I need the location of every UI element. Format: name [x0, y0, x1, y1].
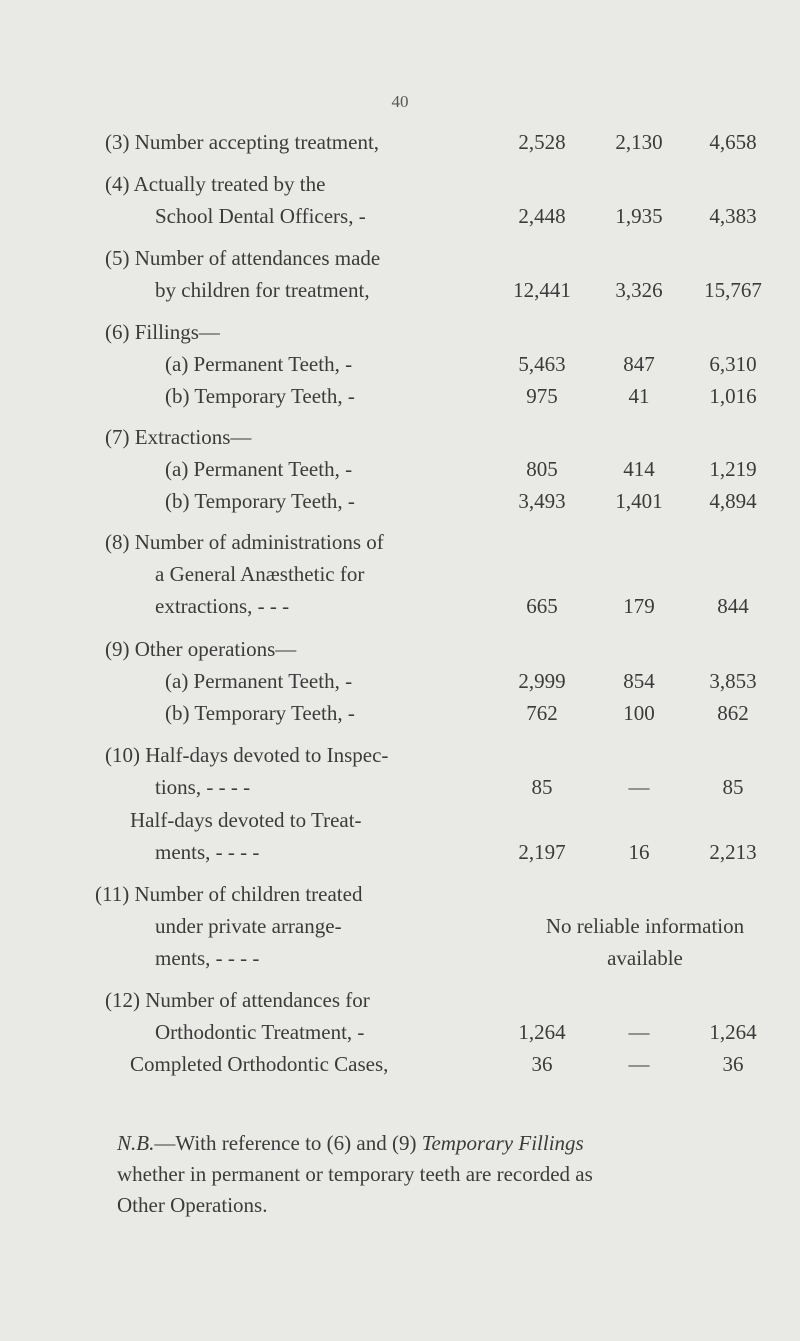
- row-label: (8) Number of administrations of: [105, 530, 384, 554]
- table-row: [0, 983, 800, 1017]
- table-row: [0, 452, 800, 486]
- row-label: (a) Permanent Teeth, -: [165, 352, 353, 376]
- value-school: 2,197: [518, 840, 566, 864]
- table-row: [0, 941, 800, 975]
- value-second: —: [628, 1052, 650, 1076]
- value-school: 975: [526, 384, 558, 408]
- value-second: 854: [623, 669, 655, 693]
- value-school: 2,528: [518, 130, 566, 154]
- footnote-line-1: [117, 1128, 787, 1159]
- row-label: (b) Temporary Teeth, -: [165, 701, 355, 725]
- row-label: (b) Temporary Teeth, -: [165, 489, 355, 513]
- table-row: [0, 664, 800, 698]
- value-school: 762: [526, 701, 558, 725]
- value-school: 805: [526, 457, 558, 481]
- value-total: 85: [722, 775, 744, 799]
- row-label: (12) Number of attendances for: [105, 988, 370, 1012]
- value-second: 1,401: [615, 489, 663, 513]
- page-number: 40: [391, 92, 409, 111]
- row-label: tions, - - - -: [155, 775, 251, 799]
- row-label: School Dental Officers, -: [155, 204, 366, 228]
- row-label: by children for treatment,: [155, 278, 370, 302]
- table-row: [0, 241, 800, 275]
- value-total: 1,219: [709, 457, 757, 481]
- value-school: 2,999: [518, 669, 566, 693]
- row-label: (6) Fillings—: [105, 320, 220, 344]
- row-label: a General Anæsthetic for: [155, 562, 365, 586]
- value-total: 1,016: [709, 384, 757, 408]
- row-label: ments, - - - -: [155, 946, 260, 970]
- row-label: Orthodontic Treatment, -: [155, 1020, 365, 1044]
- value-total: 3,853: [709, 669, 757, 693]
- footnote-prefix: N.B.: [117, 1131, 155, 1155]
- value-school: 85: [531, 775, 553, 799]
- row-label: Completed Orthodontic Cases,: [130, 1052, 389, 1076]
- value-total: 2,213: [709, 840, 757, 864]
- row-label: (10) Half-days devoted to Inspec-: [105, 743, 389, 767]
- value-second: 3,326: [615, 278, 663, 302]
- no-info-line-2: available: [607, 946, 683, 970]
- row-label: (a) Permanent Teeth, -: [165, 669, 353, 693]
- table-row: [0, 632, 800, 666]
- value-school: 5,463: [518, 352, 566, 376]
- value-second: 179: [623, 594, 655, 618]
- footnote-text: —With reference to (6) and (9): [154, 1131, 422, 1155]
- value-school: 3,493: [518, 489, 566, 513]
- row-label: extractions, - - -: [155, 594, 290, 618]
- row-label: (4) Actually treated by the: [105, 172, 326, 196]
- value-total: 4,894: [709, 489, 757, 513]
- table-row: [0, 273, 800, 307]
- table-row: [0, 379, 800, 413]
- table-row: [0, 589, 800, 623]
- row-label: (a) Permanent Teeth, -: [165, 457, 353, 481]
- value-total: 4,383: [709, 204, 757, 228]
- table-row: [0, 909, 800, 943]
- row-label: (b) Temporary Teeth, -: [165, 384, 355, 408]
- footnote: [117, 1128, 787, 1221]
- value-total: 4,658: [709, 130, 757, 154]
- table-row: [0, 484, 800, 518]
- value-school: 665: [526, 594, 558, 618]
- row-label: (11) Number of children treated: [95, 882, 363, 906]
- value-second: 847: [623, 352, 655, 376]
- value-second: —: [628, 1020, 650, 1044]
- table-row: [0, 199, 800, 233]
- table-row: [0, 803, 800, 837]
- value-second: 1,935: [615, 204, 663, 228]
- value-total: 1,264: [709, 1020, 757, 1044]
- row-label: ments, - - - -: [155, 840, 260, 864]
- table-row: [0, 525, 800, 559]
- value-second: 100: [623, 701, 655, 725]
- value-total: 15,767: [704, 278, 762, 302]
- row-label: (9) Other operations—: [105, 637, 297, 661]
- row-label: under private arrange-: [155, 914, 342, 938]
- value-second: 16: [628, 840, 650, 864]
- table-row: [0, 167, 800, 201]
- no-info-line-1: No reliable information: [545, 914, 745, 938]
- value-second: 41: [628, 384, 650, 408]
- table-row: [0, 420, 800, 454]
- table-row: [0, 696, 800, 730]
- row-label: (3) Number accepting treatment,: [105, 130, 380, 154]
- table-row: [0, 315, 800, 349]
- value-total: 6,310: [709, 352, 757, 376]
- footnote-line-3: Other Operations.: [117, 1193, 268, 1217]
- value-school: 36: [531, 1052, 553, 1076]
- table-row: [0, 770, 800, 804]
- value-second: 2,130: [615, 130, 663, 154]
- value-school: 1,264: [518, 1020, 566, 1044]
- footnote-line-2: whether in permanent or temporary teeth are recorded as: [117, 1162, 593, 1186]
- row-label: (7) Extractions—: [105, 425, 252, 449]
- value-second: 414: [623, 457, 655, 481]
- value-school: 2,448: [518, 204, 566, 228]
- table-row: [0, 347, 800, 381]
- value-school: 12,441: [513, 278, 571, 302]
- table-row: [0, 835, 800, 869]
- value-total: 36: [722, 1052, 744, 1076]
- footnote-emphasis: Temporary Fillings: [421, 1131, 584, 1155]
- value-total: 844: [717, 594, 749, 618]
- row-label: (5) Number of attendances made: [105, 246, 381, 270]
- table-row: [0, 125, 800, 159]
- value-total: 862: [717, 701, 749, 725]
- table-row: [0, 1015, 800, 1049]
- row-label: Half-days devoted to Treat-: [130, 808, 362, 832]
- table-row: [0, 1047, 800, 1081]
- value-second: —: [628, 775, 650, 799]
- table-row: [0, 877, 800, 911]
- table-row: [0, 557, 800, 591]
- table-row: [0, 738, 800, 772]
